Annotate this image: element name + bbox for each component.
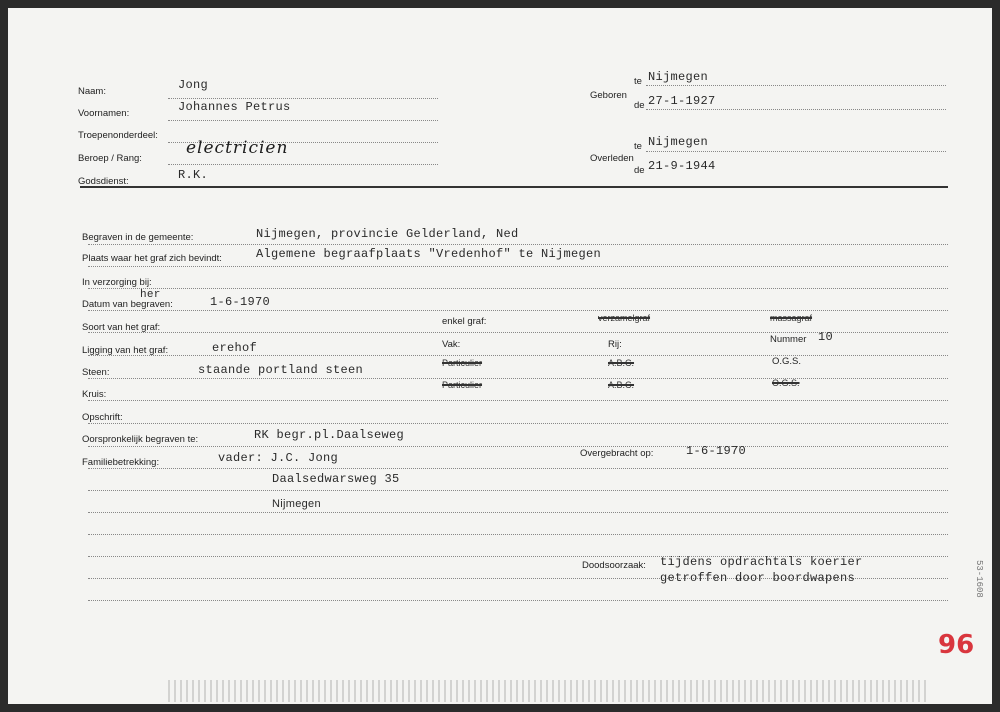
doodsoorzaak-label: Doodsoorzaak: xyxy=(582,560,646,571)
familie-value-1: vader: J.C. Jong xyxy=(218,451,339,465)
voornamen-line xyxy=(168,120,438,121)
row-line xyxy=(88,512,948,513)
steen-value: staande portland steen xyxy=(198,363,364,377)
naam-label: Naam: xyxy=(78,86,106,97)
red-mark: 96 xyxy=(938,630,975,660)
row-line xyxy=(88,490,948,491)
row-line xyxy=(88,600,948,601)
ligging-label: Ligging van het graf: xyxy=(82,345,169,356)
familie-value-3: Nijmegen xyxy=(272,498,321,510)
oorspr-value: RK begr.pl.Daalseweg xyxy=(254,428,405,442)
strike-abc-2: A.B.C. xyxy=(608,380,635,390)
row-line xyxy=(88,468,948,469)
overleden-te-line xyxy=(646,151,946,152)
beroep-label: Beroep / Rang: xyxy=(78,153,142,164)
beroep-line xyxy=(168,164,438,165)
overgebracht-value: 1-6-1970 xyxy=(686,444,747,458)
overleden-label: Overleden xyxy=(590,153,634,164)
vak-label: Vak: xyxy=(442,339,461,350)
naam-value: Jong xyxy=(178,78,209,92)
strike-particulier-2: Particulier xyxy=(442,380,483,390)
godsdienst-value: R.K. xyxy=(178,168,209,182)
oorspr-label: Oorspronkelijk begraven te: xyxy=(82,434,199,445)
row-line xyxy=(88,355,948,356)
row-line xyxy=(88,288,948,289)
doodsoorzaak-value-2: getroffen door boordwapens xyxy=(660,571,856,585)
overgebracht-label: Overgebracht op: xyxy=(580,448,654,459)
rij-label: Rij: xyxy=(608,339,622,350)
ogs-label: O.G.S. xyxy=(772,356,802,367)
naam-line xyxy=(168,98,438,99)
datum-label: Datum van begraven: xyxy=(82,299,173,310)
strike-verzamelgraf: verzamelgraf xyxy=(598,313,651,323)
verzorging-label: In verzorging bij: xyxy=(82,277,152,288)
strike-abc: A.B.C. xyxy=(608,358,635,368)
geboren-datum: 27-1-1927 xyxy=(648,94,716,108)
opschrift-label: Opschrift: xyxy=(82,412,123,423)
geboren-te-line xyxy=(646,85,946,86)
steen-label: Steen: xyxy=(82,367,110,378)
familie-label: Familiebetrekking: xyxy=(82,457,160,468)
kruis-label: Kruis: xyxy=(82,389,107,400)
overleden-plaats: Nijmegen xyxy=(648,135,709,149)
nummer-label: Nummer xyxy=(770,334,807,345)
plaats-value: Algemene begraafplaats "Vredenhof" te Nijmegen xyxy=(256,247,602,261)
plaats-label: Plaats waar het graf zich bevindt: xyxy=(82,253,222,264)
row-line xyxy=(88,446,948,447)
datum-her: her xyxy=(140,289,161,301)
godsdienst-label: Godsdienst: xyxy=(78,176,129,187)
row-line xyxy=(88,400,948,401)
overleden-te-label: te xyxy=(634,141,642,152)
begraven-value: Nijmegen, provincie Gelderland, Ned xyxy=(256,227,519,241)
side-note: 53-1608 xyxy=(974,560,984,598)
ligging-value: erehof xyxy=(212,341,258,355)
geboren-te-label: te xyxy=(634,76,642,87)
row-line xyxy=(88,534,948,535)
strike-particulier: Particulier xyxy=(442,358,483,368)
voornamen-label: Voornamen: xyxy=(78,108,130,119)
record-card xyxy=(8,8,992,704)
strike-massagraf: massagraf xyxy=(770,313,813,323)
scan-noise xyxy=(168,680,928,702)
enkel-label: enkel graf: xyxy=(442,316,487,327)
voornamen-value: Johannes Petrus xyxy=(178,100,291,114)
nummer-value: 10 xyxy=(818,330,834,344)
overleden-de-label: de xyxy=(634,165,645,176)
geboren-label: Geboren xyxy=(590,90,627,101)
row-line xyxy=(88,266,948,267)
strike-ogs: O.G.S. xyxy=(772,378,800,388)
geboren-de-label: de xyxy=(634,100,645,111)
row-line xyxy=(88,310,948,311)
row-line xyxy=(88,423,948,424)
datum-value: 1-6-1970 xyxy=(210,295,271,309)
overleden-datum: 21-9-1944 xyxy=(648,159,716,173)
soort-label: Soort van het graf: xyxy=(82,322,161,333)
row-line xyxy=(88,244,948,245)
familie-value-2: Daalsedwarsweg 35 xyxy=(272,472,400,486)
geboren-de-line xyxy=(646,109,946,110)
troepen-label: Troepenonderdeel: xyxy=(78,130,158,141)
beroep-value: electricien xyxy=(186,138,289,158)
doodsoorzaak-value-1: tijdens opdrachtals koerier xyxy=(660,555,863,569)
begraven-label: Begraven in de gemeente: xyxy=(82,232,194,243)
header-divider xyxy=(80,186,948,188)
geboren-plaats: Nijmegen xyxy=(648,70,709,84)
row-line xyxy=(88,378,948,379)
